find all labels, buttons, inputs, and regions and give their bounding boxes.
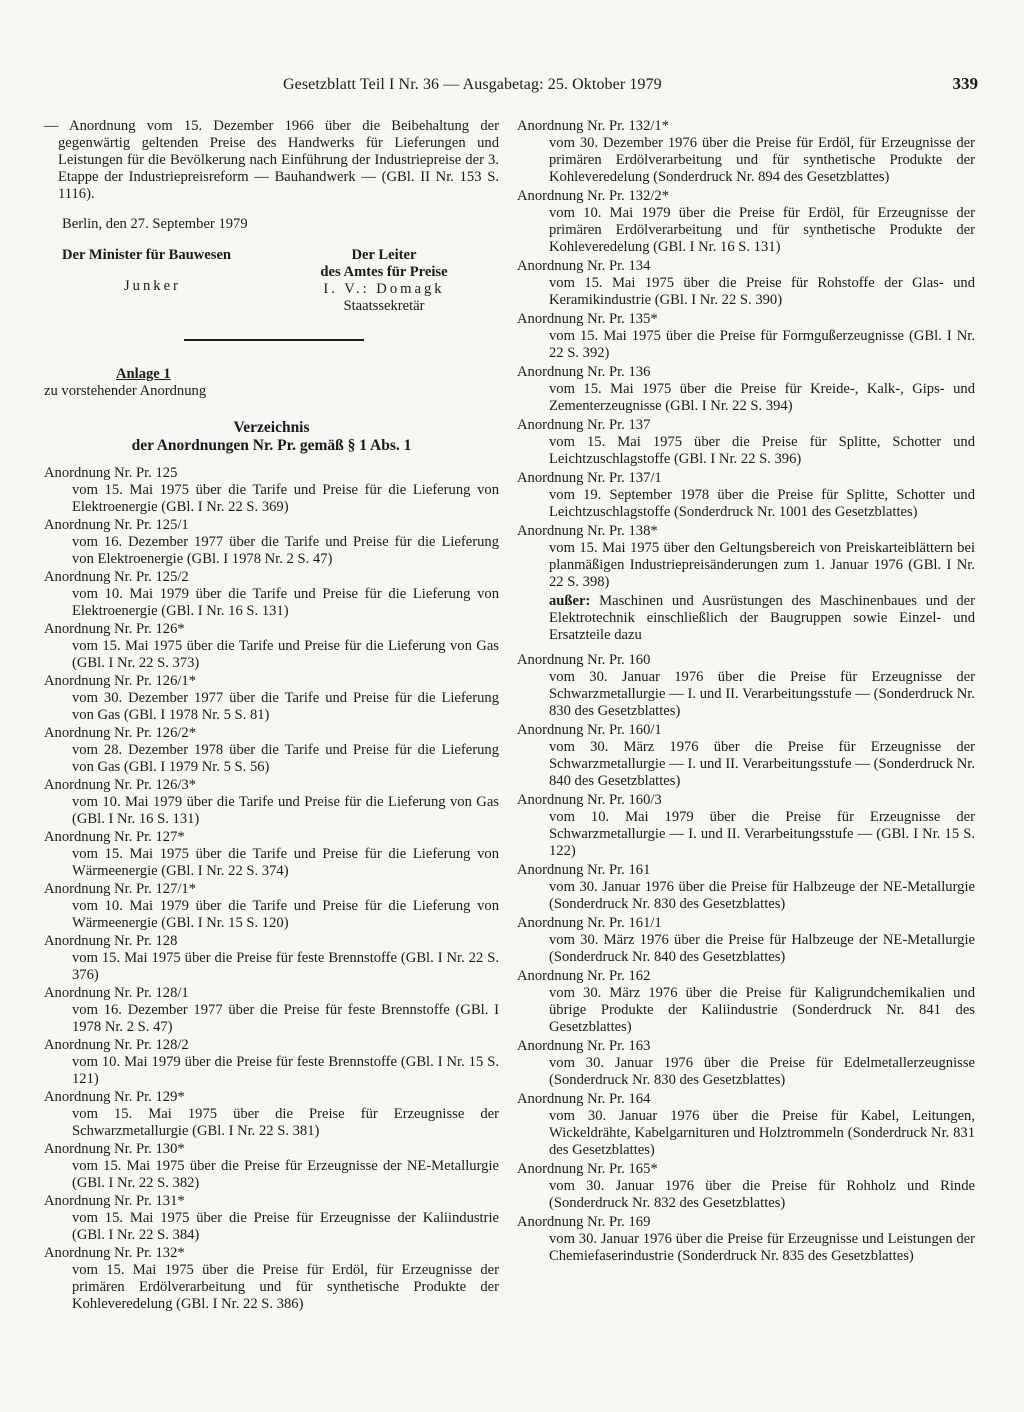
entry-body: vom 30. Januar 1976 über die Preise für Edelmetallerzeugnisse (Sonderdruck Nr. 830 des Gesetzblattes) [549,1055,975,1088]
entry-body: vom 28. Dezember 1978 über die Tarife und Preise für die Lieferung von Gas (GBl. I 1979 Nr. 5 S. 56) [72,742,499,775]
entry-title: Anordnung Nr. Pr. 160/3 [517,792,662,808]
entry-title: Anordnung Nr. Pr. 132/2* [517,188,670,204]
anlage-subheading: zu vorstehender Anordnung [44,383,207,399]
right-column [517,118,975,1267]
list-item [517,188,975,256]
list-item [517,792,975,860]
entry-title: Anordnung Nr. Pr. 160/1 [517,722,662,738]
list-item [44,881,499,932]
list-item [44,777,499,828]
list-item [517,523,975,591]
list-heading-line-1: Verzeichnis [233,419,310,436]
entry-title: Anordnung Nr. Pr. 163 [517,1038,651,1054]
entry-title: Anordnung Nr. Pr. 164 [517,1091,651,1107]
list-item [44,829,499,880]
entry-body: vom 15. Mai 1975 über die Preise für Splitte, Schotter und Leichtzuschlagstoffe (GBl. I Nr. 22 S. 396) [549,434,975,467]
entry-title: Anordnung Nr. Pr. 126/2* [44,725,197,741]
list-item [44,1037,499,1088]
separator-rule [184,339,364,341]
list-item [517,722,975,790]
signature-office-title-2: des Amtes für Preise [320,264,448,280]
entry-title: Anordnung Nr. Pr. 135* [517,311,658,327]
list-item [44,725,499,776]
list-item [44,985,499,1036]
header-title: Gesetzblatt Teil I Nr. 36 — Ausgabetag: 25. Oktober 1979 [283,76,662,93]
left-entry-list [44,465,499,1313]
list-item [44,1193,499,1244]
list-item [517,311,975,362]
entry-body: vom 30. Dezember 1976 über die Preise für Erdöl, für Erzeugnisse der primären Erdölverarbeitung und für synthetische Produkte der Kohleveredelung (Sonderdruck Nr. 894 des Gesetzblattes) [549,135,975,185]
entry-title: Anordnung Nr. Pr. 128 [44,933,178,949]
entry-title: Anordnung Nr. Pr. 160 [517,652,651,668]
entry-body: vom 15. Mai 1975 über die Preise für Kreide-, Kalk-, Gips- und Zementerzeugnisse (GBl. I Nr. 22 S. 394) [549,381,975,414]
list-item [44,673,499,724]
page-number: 339 [952,74,978,93]
entry-body: vom 15. Mai 1975 über die Preise für Formgußerzeugnisse (GBl. I Nr. 22 S. 392) [549,328,975,361]
entry-title: Anordnung Nr. Pr. 126* [44,621,185,637]
entry-title: Anordnung Nr. Pr. 161 [517,862,651,878]
entry-title: Anordnung Nr. Pr. 125 [44,465,178,481]
entry-title: Anordnung Nr. Pr. 169 [517,1214,651,1230]
entry-title: Anordnung Nr. Pr. 137/1 [517,470,662,486]
list-item [517,652,975,720]
entry-body: vom 30. März 1976 über die Preise für Kaligrundchemikalien und übrige Produkte der Kaliindustrie (Sonderdruck Nr. 841 des Gesetzblattes) [549,985,975,1035]
entry-body: vom 15. Mai 1975 über die Preise für Erdöl, für Erzeugnisse der primären Erdölverarbeitung und für synthetische Produkte der Kohleveredelung (GBl. I Nr. 22 S. 386) [72,1262,499,1312]
entry-body: vom 10. Mai 1979 über die Tarife und Preise für die Lieferung von Wärmeenergie (GBl. I Nr. 15 S. 120) [72,898,499,931]
entry-body: vom 10. Mai 1979 über die Tarife und Preise für die Lieferung von Gas (GBl. I Nr. 16 S. 131) [72,794,499,827]
right-entry-list-a [517,118,975,591]
entry-title: Anordnung Nr. Pr. 129* [44,1089,185,1105]
left-column [44,118,499,1314]
intro-paragraph: — Anordnung vom 15. Dezember 1966 über die Beibehaltung der gegenwärtig geltenden Preise des Handwerks für Lieferungen und Leistungen für die Bevölkerung nach Einführung der Industriepreise der 3. Etappe der Industriepreisreform — Bauhandwerk — (GBl. II Nr. 153 S. 1116). [44,118,499,202]
entry-title: Anordnung Nr. Pr. 132* [44,1245,185,1261]
entry-body: vom 15. Mai 1975 über die Preise für Erzeugnisse der Schwarzmetallurgie (GBl. I Nr. 22 S. 381) [72,1106,499,1139]
entry-body: vom 15. Mai 1975 über den Geltungsbereich von Preiskarteiblättern bei planmäßigen Industriepreisänderungen zum 1. Januar 1976 (GBl. I Nr. 22 S. 398) [549,540,975,590]
anlage-heading: Anlage 1 [116,366,171,382]
entry-body: vom 10. Mai 1979 über die Preise für feste Brennstoffe (GBl. I Nr. 15 S. 121) [72,1054,499,1087]
entry-title: Anordnung Nr. Pr. 128/2 [44,1037,189,1053]
entry-title: Anordnung Nr. Pr. 132/1* [517,118,670,134]
entry-body: vom 15. Mai 1975 über die Tarife und Preise für die Lieferung von Elektroenergie (GBl. I Nr. 22 S. 369) [72,482,499,515]
entry-body: vom 10. Mai 1979 über die Tarife und Preise für die Lieferung von Elektroenergie (GBl. I Nr. 16 S. 131) [72,586,499,619]
list-item [517,862,975,913]
signature-office [294,247,474,315]
list-item [517,118,975,186]
list-item [517,1161,975,1212]
entry-body: vom 30. Januar 1976 über die Preise für Erzeugnisse und Leistungen der Chemiefaserindustrie (Sonderdruck Nr. 835 des Gesetzblattes) [549,1231,975,1264]
entry-body: vom 15. Mai 1975 über die Preise für feste Brennstoffe (GBl. I Nr. 22 S. 376) [72,950,499,983]
entry-title: Anordnung Nr. Pr. 134 [517,258,651,274]
entry-body: vom 30. Januar 1976 über die Preise für Kabel, Leitungen, Wickeldrähte, Kabelgarnituren und Holztrommeln (Sonderdruck Nr. 831 des Gesetzblattes) [549,1108,975,1158]
entry-body: vom 30. März 1976 über die Preise für Halbzeuge der NE-Metallurgie (Sonderdruck Nr. 840 des Gesetzblattes) [549,932,975,965]
entry-title: Anordnung Nr. Pr. 125/1 [44,517,189,533]
list-item [517,1038,975,1089]
list-item [44,621,499,672]
entry-body: vom 30. Dezember 1977 über die Tarife und Preise für die Lieferung von Gas (GBl. I 1978 Nr. 5 S. 81) [72,690,499,723]
entry-title: Anordnung Nr. Pr. 127* [44,829,185,845]
entry-title: Anordnung Nr. Pr. 128/1 [44,985,189,1001]
entry-body: vom 15. Mai 1975 über die Preise für Rohstoffe der Glas- und Keramikindustrie (GBl. I Nr. 22 S. 390) [549,275,975,308]
entry-title: Anordnung Nr. Pr. 126/3* [44,777,197,793]
entry-title: Anordnung Nr. Pr. 136 [517,364,651,380]
entry-body: vom 15. Mai 1975 über die Preise für Erzeugnisse der NE-Metallurgie (GBl. I Nr. 22 S. 382) [72,1158,499,1191]
entry-body: vom 19. September 1978 über die Preise für Splitte, Schotter und Leichtzuschlagstoffe (Sonderdruck Nr. 1001 des Gesetzblattes) [549,487,975,520]
list-heading [44,419,499,455]
entry-title: Anordnung Nr. Pr. 162 [517,968,651,984]
list-item [517,1091,975,1159]
exception-text: Maschinen und Ausrüstungen des Maschinenbaues und der Elektrotechnik einschließlich der Baugruppen sowie Einzel- und Ersatzteile dazu [549,593,975,643]
entry-title: Anordnung Nr. Pr. 137 [517,417,651,433]
list-item [517,258,975,309]
entry-body: vom 30. Januar 1976 über die Preise für Halbzeuge der NE-Metallurgie (Sonderdruck Nr. 830 des Gesetzblattes) [549,879,975,912]
list-item [517,417,975,468]
entry-body: vom 15. Mai 1975 über die Tarife und Preise für die Lieferung von Gas (GBl. I Nr. 22 S. 373) [72,638,499,671]
exception-note [517,593,975,644]
entry-title: Anordnung Nr. Pr. 125/2 [44,569,189,585]
list-heading-line-2: der Anordnungen Nr. Pr. gemäß § 1 Abs. 1 [131,437,412,454]
signature-minister-title: Der Minister für Bauwesen [62,247,232,263]
entry-body: vom 16. Dezember 1977 über die Preise für feste Brennstoffe (GBl. I 1978 Nr. 2 S. 47) [72,1002,499,1035]
entry-title: Anordnung Nr. Pr. 127/1* [44,881,197,897]
signature-minister-name: Junker [124,278,181,294]
list-item [517,364,975,415]
list-item [517,915,975,966]
entry-title: Anordnung Nr. Pr. 165* [517,1161,658,1177]
right-entry-list-b [517,652,975,1265]
place-date: Berlin, den 27. September 1979 [62,216,248,232]
list-item [44,569,499,620]
entry-title: Anordnung Nr. Pr. 130* [44,1141,185,1157]
list-item [517,1214,975,1265]
entry-title: Anordnung Nr. Pr. 138* [517,523,658,539]
entry-body: vom 10. Mai 1979 über die Preise für Erdöl, für Erzeugnisse der primären Erdölverarbeitung und für synthetische Produkte der Kohleveredelung (GBl. I Nr. 16 S. 131) [549,205,975,255]
entry-body: vom 30. März 1976 über die Preise für Erzeugnisse der Schwarzmetallurgie — I. und II. Verarbeitungsstufe — (Sonderdruck Nr. 840 des Gesetzblattes) [549,739,975,789]
entry-body: vom 15. Mai 1975 über die Tarife und Preise für die Lieferung von Wärmeenergie (GBl. I Nr. 22 S. 374) [72,846,499,879]
list-item [44,1245,499,1313]
entry-title: Anordnung Nr. Pr. 131* [44,1193,185,1209]
entry-body: vom 16. Dezember 1977 über die Tarife und Preise für die Lieferung von Elektroenergie (GBl. I 1978 Nr. 2 S. 47) [72,534,499,567]
entry-body: vom 10. Mai 1979 über die Preise für Erzeugnisse der Schwarzmetallurgie — I. und II. Verarbeitungsstufe — (GBl. I Nr. 15 S. 122) [549,809,975,859]
signature-office-name: I. V.: Domagk [323,281,445,297]
list-item [44,1141,499,1192]
list-item [44,1089,499,1140]
signature-office-title-1: Der Leiter [351,247,417,263]
entry-body: vom 30. Januar 1976 über die Preise für Rohholz und Rinde (Sonderdruck Nr. 832 des Gesetzblattes) [549,1178,975,1211]
list-item [517,470,975,521]
signature-block [44,247,499,313]
list-item [44,517,499,568]
entry-title: Anordnung Nr. Pr. 126/1* [44,673,197,689]
exception-label: außer: [549,593,591,609]
entry-title: Anordnung Nr. Pr. 161/1 [517,915,662,931]
list-item [44,933,499,984]
entry-body: vom 15. Mai 1975 über die Preise für Erzeugnisse der Kaliindustrie (GBl. I Nr. 22 S. 384) [72,1210,499,1243]
entry-body: vom 30. Januar 1976 über die Preise für Erzeugnisse der Schwarzmetallurgie — I. und II. Verarbeitungsstufe — (Sonderdruck Nr. 830 des Gesetzblattes) [549,669,975,719]
page-header [283,72,983,98]
signature-minister [62,247,292,295]
signature-office-role: Staatssekretär [343,298,425,314]
list-item [44,465,499,516]
list-item [517,968,975,1036]
